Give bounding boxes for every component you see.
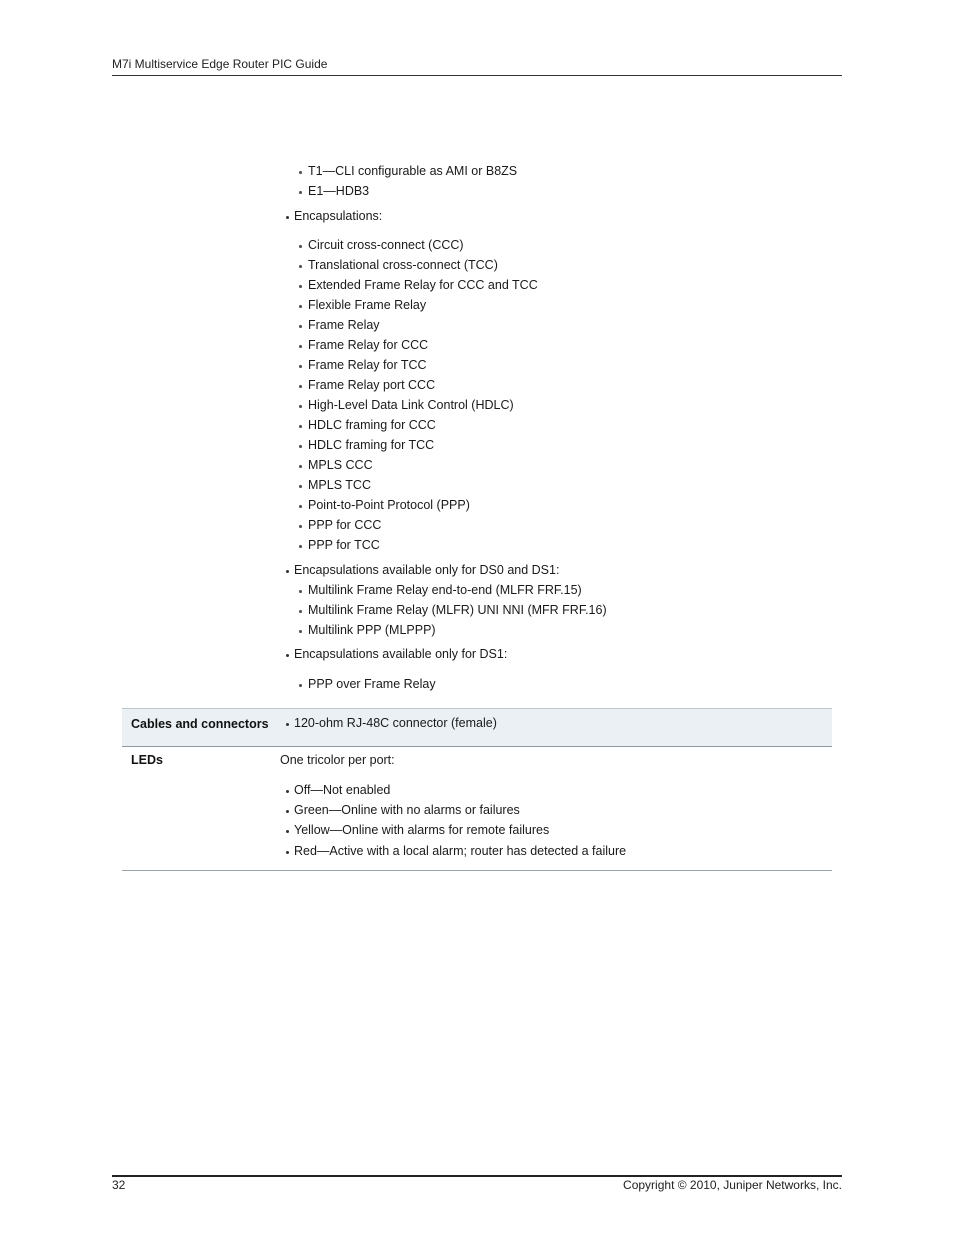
footer-divider [112, 1175, 842, 1177]
list-item: T1—CLI configurable as AMI or B8ZS [308, 164, 518, 178]
list-item: Off—Not enabled [294, 783, 391, 797]
list-item: Multilink Frame Relay (MLFR) UNI NNI (MFR FRF.16) [308, 603, 607, 617]
row-label: Cables and connectors [131, 717, 269, 731]
list-item: Frame Relay port CCC [308, 378, 436, 392]
list-item: HDLC framing for TCC [308, 438, 435, 452]
list-item: Multilink PPP (MLPPP) [308, 623, 436, 637]
list-item: Encapsulations: [294, 209, 383, 223]
list-item: Translational cross-connect (TCC) [308, 258, 498, 272]
list-item: PPP for TCC [308, 538, 380, 552]
list-item: High-Level Data Link Control (HDLC) [308, 398, 514, 412]
leds-intro: One tricolor per port: [280, 753, 395, 767]
list-item: Encapsulations available only for DS1: [294, 647, 508, 661]
header-divider [112, 75, 842, 76]
row-label: LEDs [131, 753, 163, 767]
list-item: MPLS CCC [308, 458, 373, 472]
list-item: Frame Relay for TCC [308, 358, 427, 372]
copyright-notice: Copyright © 2010, Juniper Networks, Inc. [623, 1178, 842, 1192]
list-item: Frame Relay [308, 318, 380, 332]
header-title: M7i Multiservice Edge Router PIC Guide [112, 57, 328, 71]
page-number: 32 [112, 1178, 126, 1192]
list-item: Circuit cross-connect (CCC) [308, 238, 464, 252]
list-item: PPP for CCC [308, 518, 382, 532]
list-item: Yellow—Online with alarms for remote failures [294, 823, 550, 837]
list-item: Frame Relay for CCC [308, 338, 429, 352]
list-item: Green—Online with no alarms or failures [294, 803, 520, 817]
list-item: Flexible Frame Relay [308, 298, 427, 312]
list-item: MPLS TCC [308, 478, 371, 492]
list-item: Red—Active with a local alarm; router has detected a failure [294, 844, 627, 858]
list-item: E1—HDB3 [308, 184, 370, 198]
list-item: Point-to-Point Protocol (PPP) [308, 498, 470, 512]
list-item: 120-ohm RJ-48C connector (female) [294, 716, 497, 730]
list-item: PPP over Frame Relay [308, 677, 436, 691]
list-item: Extended Frame Relay for CCC and TCC [308, 278, 538, 292]
list-item: Encapsulations available only for DS0 and DS1: [294, 563, 560, 577]
list-item: HDLC framing for CCC [308, 418, 436, 432]
list-item: Multilink Frame Relay end-to-end (MLFR FRF.15) [308, 583, 582, 597]
